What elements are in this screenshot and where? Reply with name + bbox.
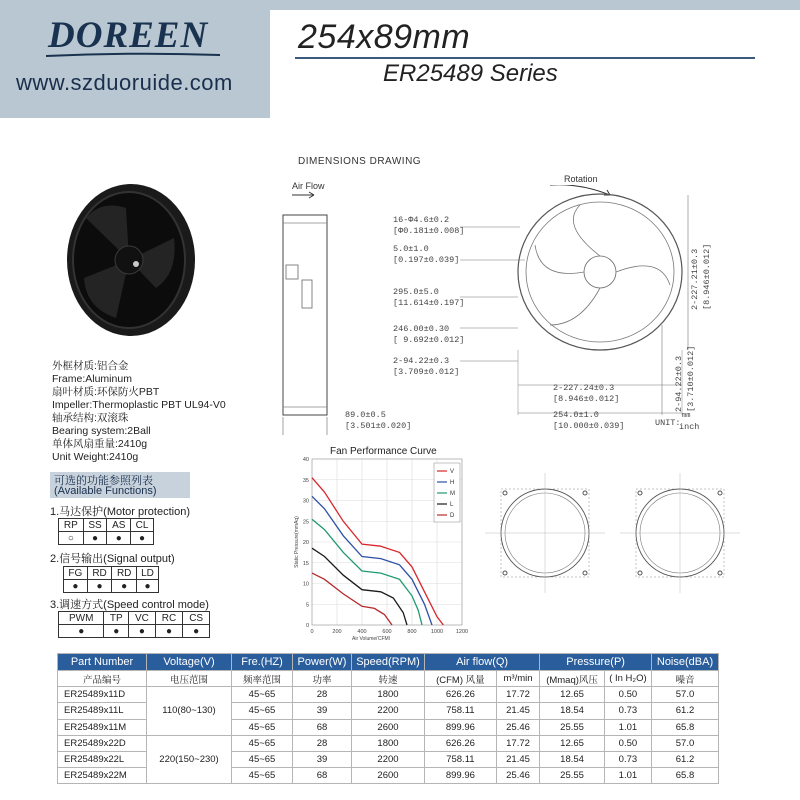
front-view-outline (518, 194, 682, 350)
motor-protection-title: 1.马达保护(Motor protection) (50, 506, 190, 518)
y-tick-label: 0 (305, 623, 309, 629)
dim-inner: 246.00±0.30 [ 9.692±0.012] (393, 324, 465, 345)
spec-weight-en: Unit Weight:2410g (52, 451, 139, 463)
series-name: ER25489 Series (383, 60, 558, 87)
y-tick-label: 15 (302, 560, 309, 567)
table-row: ER25489x22D 220(150~230) 45~65 28 1800 626.26 17.72 12.65 0.50 57.0 (58, 735, 719, 751)
unit-inch: inch (679, 422, 700, 432)
legend-label-m: M (450, 491, 455, 497)
col-voltage: Voltage(V) (147, 654, 232, 671)
side-view-outline (283, 215, 327, 415)
voltage-group-220: 220(150~230) (147, 735, 232, 784)
functions-header-en: (Available Functions) (54, 485, 157, 497)
outlet-outline-drawing (620, 468, 740, 598)
col-part-number: Part Number (58, 654, 147, 671)
legend-label-v: V (450, 469, 455, 475)
spec-weight-cn: 单体风扇重量:2410g (52, 438, 148, 450)
chart-title: Fan Performance Curve (330, 446, 437, 457)
table-row: ER25489x11D 110(80~130) 45~65 28 1800 626.26 17.72 12.65 0.50 57.0 (58, 687, 719, 703)
dim-vertical-2-inch: [3.710±0.012] (686, 345, 696, 412)
spec-impeller-en: Impeller:Thermoplastic PBT UL94-V0 (52, 399, 226, 411)
dim-mount-spacing: 2-227.24±0.3 [8.946±0.012] (553, 383, 620, 404)
y-tick-label: 25 (302, 519, 309, 526)
x-tick-label: 400 (357, 629, 367, 635)
motor-protection-table: RP SS AS CL ○ ● ● ● (58, 518, 154, 545)
dim-vertical-1-inch: [8.946±0.012] (702, 243, 712, 310)
signal-output-title: 2.信号输出(Signal output) (50, 553, 175, 565)
y-axis-label: Static Pressure(mmAq) (294, 516, 300, 568)
col-speed: Speed(RPM) (352, 654, 425, 671)
legend-label-h: H (450, 480, 455, 486)
speed-control-title: 3.调速方式(Speed control mode) (50, 599, 209, 611)
y-tick-label: 40 (302, 457, 309, 463)
y-tick-label: 30 (302, 498, 309, 505)
col-pressure: Pressure(P) (540, 654, 652, 671)
y-tick-label: 20 (302, 540, 309, 546)
series-line-d (312, 573, 392, 625)
inlet-outline-drawing (485, 468, 605, 598)
x-tick-label: 200 (332, 629, 342, 635)
dim-hole: 16-Φ4.6±0.2 [Φ0.181±0.008] (393, 215, 465, 236)
col-power: Power(W) (293, 654, 352, 671)
y-tick-label: 10 (302, 581, 309, 588)
unit-label: UNIT: (655, 418, 681, 428)
dim-cable: 295.0±5.0 [11.614±0.197] (393, 287, 465, 308)
x-tick-label: 600 (382, 629, 392, 635)
spec-bearing-cn: 轴承结构:双滚珠 (52, 412, 129, 424)
dim-vertical-2: 2-94.22±0.3 (674, 355, 684, 412)
table-header-row (58, 654, 719, 671)
col-airflow: Air flow(Q) (425, 654, 540, 671)
brand-logo: DOREEN (48, 15, 209, 56)
x-tick-label: 1200 (455, 629, 469, 635)
website-url: www.szduoruide.com (16, 70, 233, 95)
legend-label-d: D (450, 513, 455, 519)
table-row: ER25489x22M 45~65 68 2600 899.96 25.46 25.55 1.01 65.8 (58, 768, 719, 784)
table-subheader-row: 产品编号 电压范围 频率范围 功率 转速 (CFM) 风量 m³/min (Mmaq)风压 ( In H₂O) 噪音 (58, 671, 719, 687)
dimension-drawing (280, 185, 710, 445)
series-line-l (312, 548, 407, 625)
spec-impeller-cn: 扇叶材质:环保防火PBT (52, 386, 160, 398)
voltage-group-110: 110(80~130) (147, 687, 232, 736)
x-tick-label: 0 (310, 629, 314, 635)
col-noise: Noise(dBA) (652, 654, 719, 671)
fan-photo (56, 178, 196, 343)
x-tick-label: 800 (407, 629, 417, 635)
spec-bearing-en: Bearing system:2Ball (52, 425, 151, 437)
unit-mm: mm (682, 412, 691, 420)
title-rule (295, 57, 755, 59)
airflow-label: Air Flow (292, 181, 325, 191)
col-frequency: Fre.(HZ) (232, 654, 293, 671)
speed-control-table: PWM TP VC RC CS ● ● ● ● ● (58, 611, 210, 638)
signal-output-table: FG RD RD LD ● ● ● ● (63, 566, 159, 593)
dimensions-drawing-title: DIMENSIONS DRAWING (298, 156, 422, 167)
logo-swoosh (44, 52, 222, 58)
dim-vertical-1: 2-227.21±0.3 (690, 248, 700, 310)
table-row: ER25489x11M 45~65 68 2600 899.96 25.46 25.55 1.01 65.8 (58, 719, 719, 735)
functions-header-cn: 可选的功能参照列表 (54, 475, 153, 487)
model-spec-table (57, 653, 719, 784)
product-size-title: 254x89mm (298, 18, 471, 56)
header-top-strip (270, 0, 800, 10)
dim-lead: 5.0±1.0 [0.197±0.039] (393, 244, 460, 265)
legend-label-l: L (450, 502, 454, 508)
spec-frame-en: Frame:Aluminum (52, 373, 132, 385)
dim-depth: 89.0±0.5 [3.501±0.020] (345, 410, 412, 431)
dim-hole-spacing: 2-94.22±0.3 [3.709±0.012] (393, 356, 460, 377)
performance-chart (290, 455, 470, 640)
rotation-label: Rotation (564, 174, 598, 184)
table-row: ER25489x22L 45~65 39 2200 758.11 21.45 18.54 0.73 61.2 (58, 751, 719, 767)
y-tick-label: 5 (305, 602, 309, 609)
series-line-h (312, 496, 432, 625)
dim-frame-width: 254.0±1.0 [10.000±0.039] (553, 410, 625, 431)
x-tick-label: 1000 (430, 629, 444, 635)
x-axis-label: Air Volume(CFM) (352, 636, 391, 640)
spec-frame-cn: 外框材质:铝合金 (52, 360, 129, 372)
table-row: ER25489x11L 45~65 39 2200 758.11 21.45 18.54 0.73 61.2 (58, 703, 719, 719)
y-tick-label: 35 (302, 477, 309, 484)
